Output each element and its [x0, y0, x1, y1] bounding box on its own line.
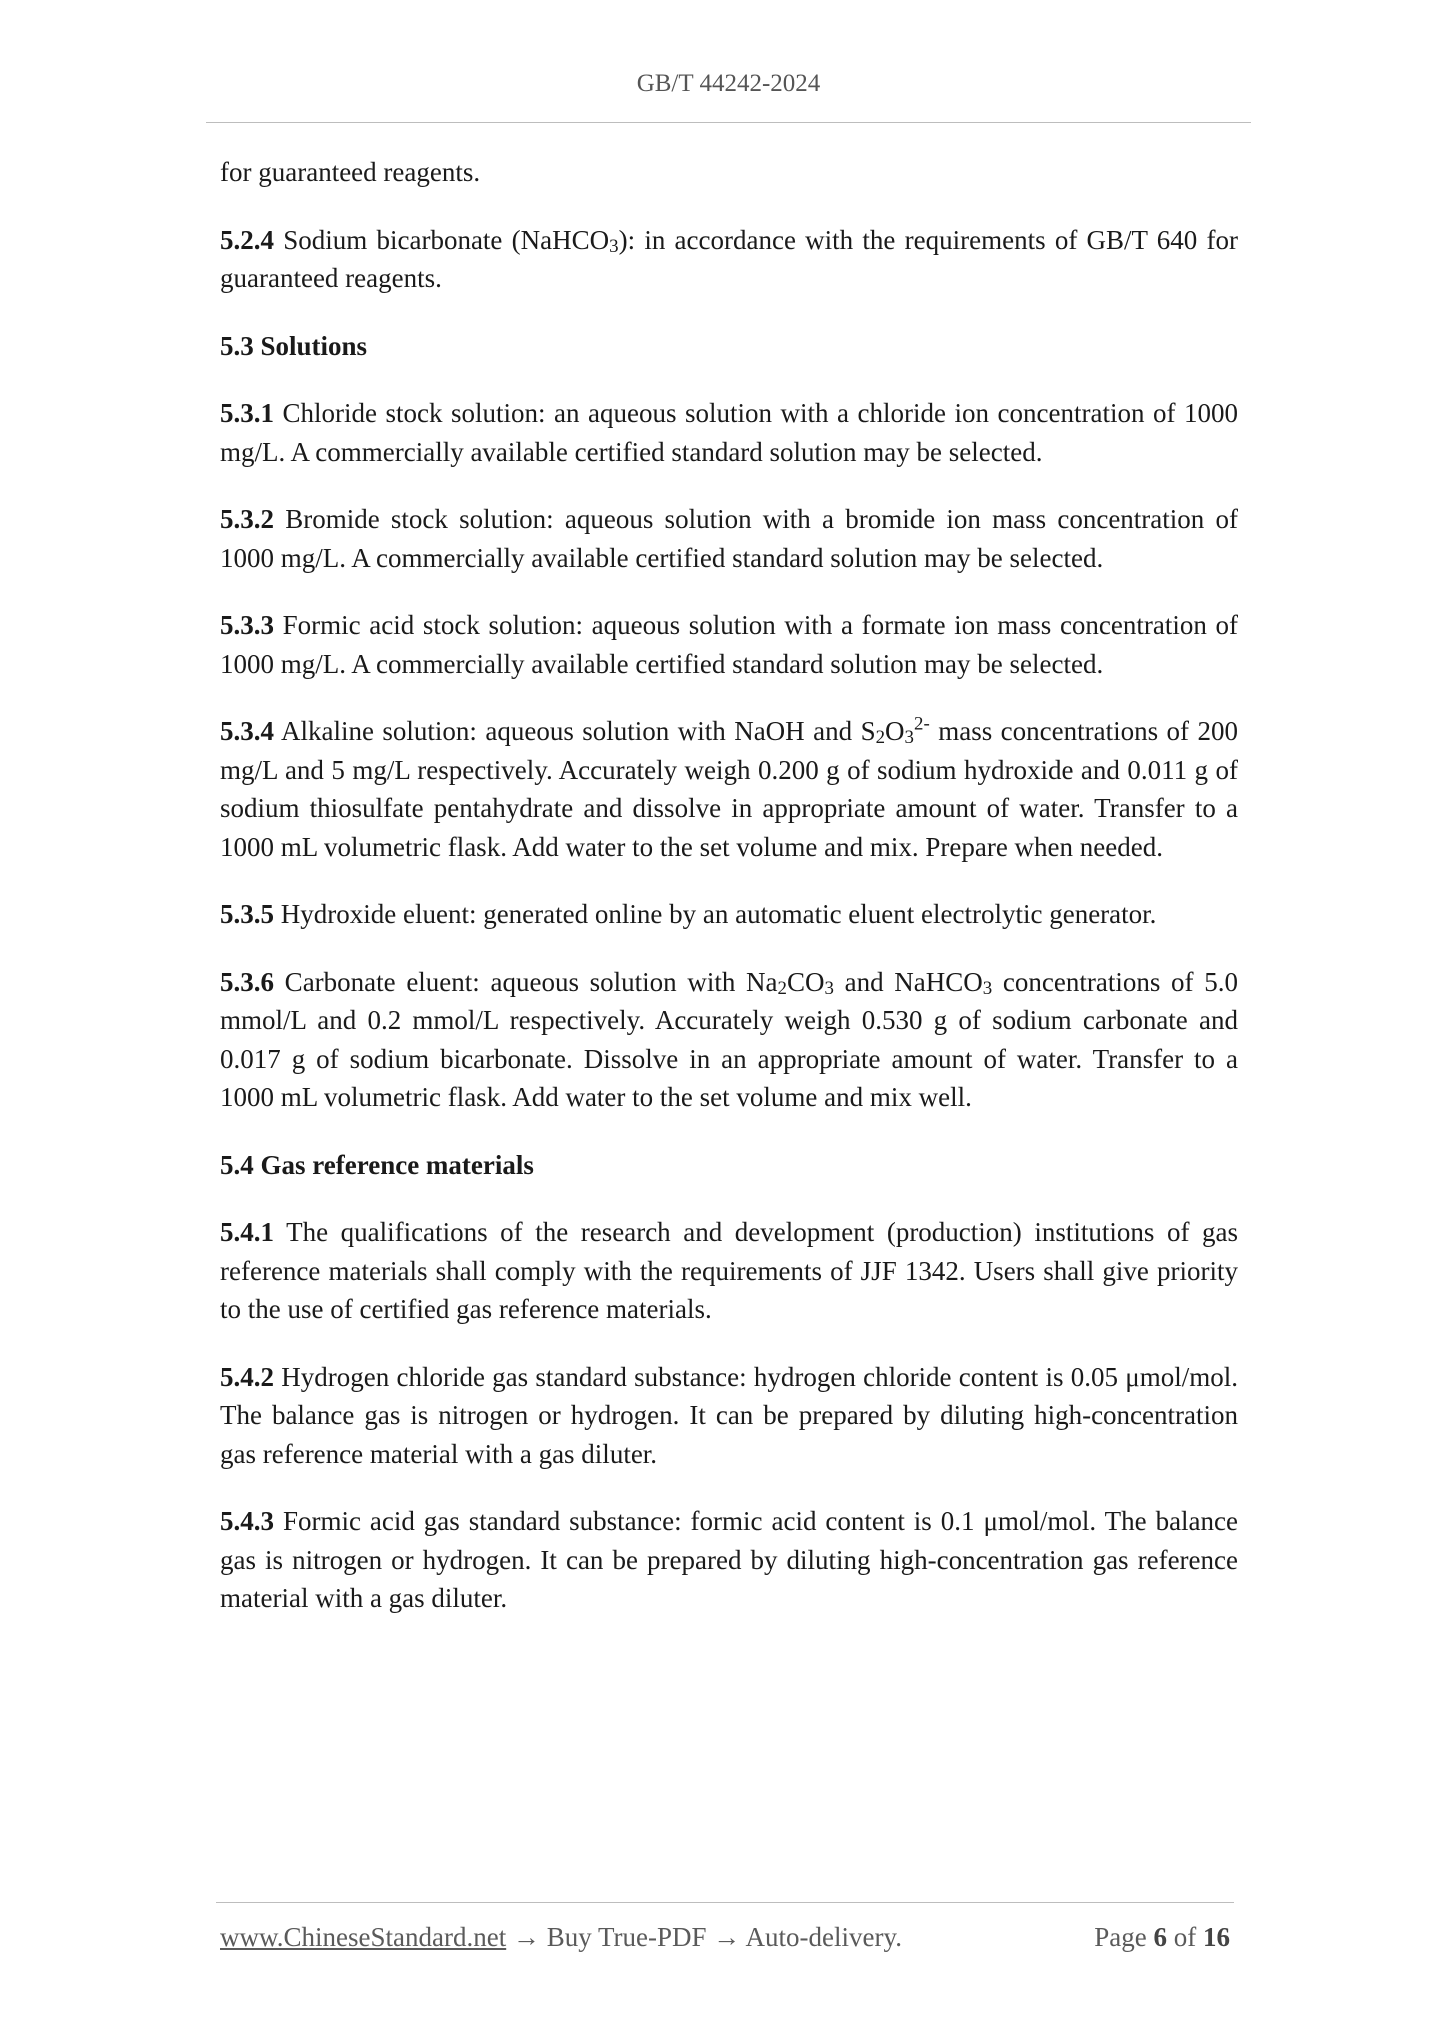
clause-5-3-6: 5.3.6 Carbonate eluent: aqueous solution with $Na_2CO_3$ and NaHCO$_3$ concentrations of 5.0 mmol/L and 0.2 mmol/L respectively. Accurately weigh 0.530 g of sodium carbonate and 0.017 g of sodium bicarbonate. Dissolve in an appropriate amount of water. Transfer to a 1000 mL volumetric flask. Add water to the set volume and mix well. [220, 966, 1238, 1112]
footer-divider [216, 1902, 1234, 1903]
clause-5-4-3: 5.4.3 Formic acid gas standard substance: formic acid content is 0.1 μmol/mol. The balance gas is nitrogen or hydrogen. It can be prepared by diluting high-concentration gas reference material with a gas diluter. [220, 1506, 1238, 1613]
clause-number: 5.4.1 [220, 1217, 274, 1247]
page-number: Page 6 of 16 [1094, 1922, 1230, 1952]
clause-number: 5.3.6 [220, 966, 274, 997]
section-heading-5-3: 5.3 Solutions [220, 330, 368, 361]
clause-5-2-4: 5.2.4 Sodium bicarbonate (NaHCO$_3$): in accordance with the requirements of GB/T 640 for guaranteed reagents. [220, 224, 1238, 293]
website-link[interactable]: www.ChineseStandard.net [220, 1922, 507, 1952]
clause-number: 5.3.1 [220, 398, 274, 428]
header-divider [206, 122, 1251, 123]
clause-5-3-1: 5.3.1 Chloride stock solution: an aqueous solution with a chloride ion concentration of 1000 mg/L. A commercially available certified standard solution may be selected. [220, 398, 1238, 467]
clause-5-3-5: 5.3.5 Hydroxide eluent: generated online by an automatic eluent electrolytic generator. [220, 899, 1157, 929]
clause-5-3-4: 5.3.4 Alkaline solution: aqueous solution with NaOH and $S_2O_3^{2-}$ mass concentrations of 200 mg/L and 5 mg/L respectively. Accurately weigh 0.200 g of sodium hydroxide and 0.011 g of sodium thiosulfate pentahydrate and dissolve in appropriate amount of water. Transfer to a 1000 mL volumetric flask. Add water to the set volume and mix. Prepare when needed. [220, 713, 1238, 862]
arrow-right-icon: → [706, 1922, 746, 1952]
footer-promo [220, 1922, 902, 1953]
clause-number: 5.2.4 [220, 224, 274, 255]
clause-5-4-1: 5.4.1 The qualifications of the research and development (production) institutions of gas reference materials shall comply with the requirements of JJF 1342. Users shall give priority to the use of certified gas reference materials. [220, 1217, 1238, 1324]
clause-number: 5.4.2 [220, 1361, 274, 1392]
buy-true-pdf-text: Buy True-PDF [546, 1922, 707, 1952]
clause-number: 5.4.3 [220, 1506, 274, 1536]
clause-number: 5.3.5 [220, 899, 274, 929]
clause-number: 5.3.3 [220, 610, 274, 640]
clause-5-4-2: 5.4.2 Hydrogen chloride gas standard substance: hydrogen chloride content is 0.05 μmol/mol. The balance gas is nitrogen or hydrogen. It can be prepared by diluting high-concentration gas reference material with a gas diluter. [220, 1361, 1238, 1469]
page-header-title: GB/T 44242-2024 [636, 70, 821, 97]
paragraph-continuation: for guaranteed reagents. [220, 157, 481, 187]
arrow-right-icon: → [506, 1922, 547, 1952]
auto-delivery-text: Auto-delivery. [745, 1922, 902, 1952]
clause-5-3-3: 5.3.3 Formic acid stock solution: aqueous solution with a formate ion mass concentration of 1000 mg/L. A commercially available certified standard solution may be selected. [220, 610, 1238, 679]
section-heading-5-4: 5.4 Gas reference materials [220, 1149, 534, 1180]
clause-number: 5.3.4 [220, 716, 274, 746]
clause-number: 5.3.2 [220, 504, 274, 534]
clause-5-3-2: 5.3.2 Bromide stock solution: aqueous solution with a bromide ion mass concentration of 1000 mg/L. A commercially available certified standard solution may be selected. [220, 504, 1238, 573]
document-body [220, 153, 1238, 1647]
current-page: 6 [1153, 1922, 1167, 1952]
total-pages: 16 [1203, 1922, 1230, 1952]
